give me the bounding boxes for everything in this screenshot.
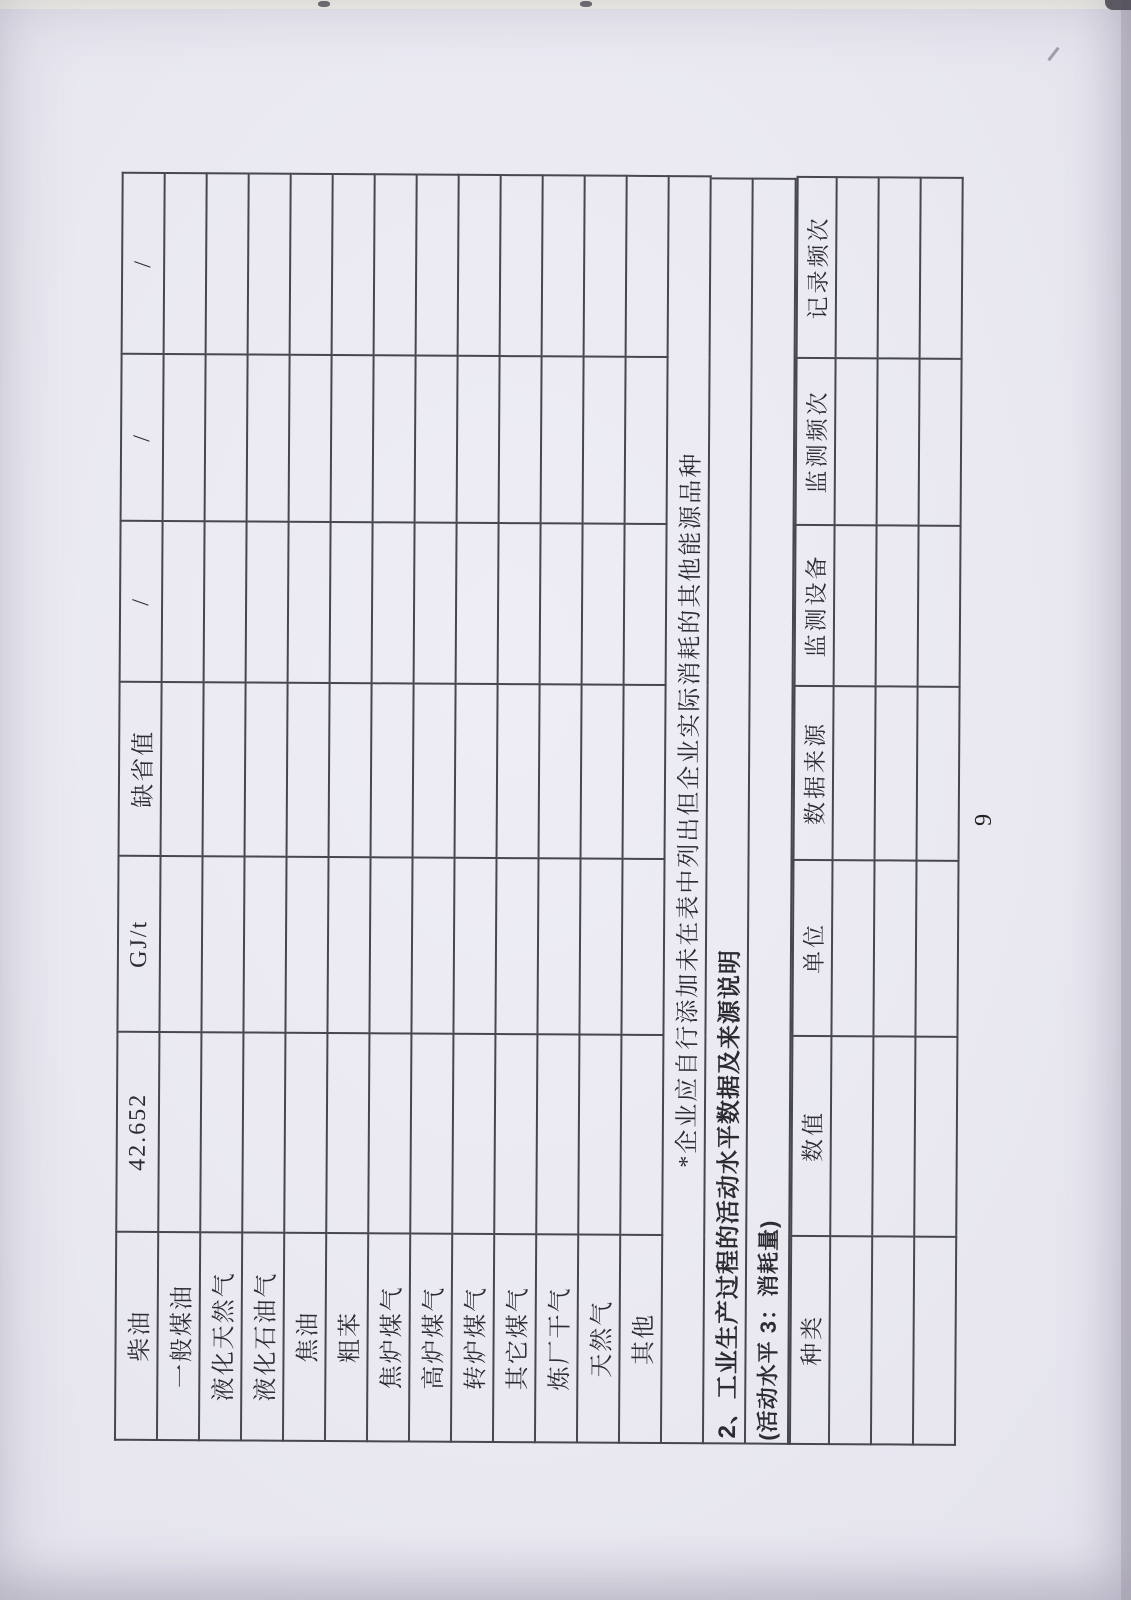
fuel-monitor-freq-cell: / [121, 354, 164, 521]
fuel-parameters-table [114, 172, 712, 1445]
fuel-unit-cell: GJ/t [117, 856, 160, 1032]
page-number: 9 [970, 813, 997, 827]
header-data-source: 数据来源 [794, 686, 834, 860]
section-heading: 2、工业生产过程的活动水平数据及来源说明 [713, 949, 744, 1439]
header-value: 数值 [791, 1036, 831, 1236]
fuel-record-freq-cell: / [122, 173, 165, 354]
fuel-monitor-device-cell: / [120, 521, 163, 682]
header-unit: 单位 [792, 860, 832, 1036]
fuel-name-cell: 柴油 [115, 1232, 158, 1440]
fuel-value-cell: 42.652 [116, 1032, 159, 1232]
fuel-name-cell: 液化石油气 [241, 1232, 284, 1440]
empty-data-row [913, 178, 963, 1445]
fuel-name-cell: 粗苯 [325, 1233, 368, 1441]
table-footnote: *企业应自行添加未在表中列出但企业实际消耗的其他能源品种 [661, 176, 711, 1443]
fuel-source-cell: 缺省值 [119, 682, 162, 856]
section-subheading: (活动水平 3：消耗量) [754, 1219, 782, 1441]
activity-level-table [789, 176, 964, 1446]
fuel-name-cell: 焦油 [283, 1233, 326, 1441]
fuel-name-cell: 其它煤气 [493, 1234, 536, 1442]
fuel-name-cell: 天然气 [577, 1235, 620, 1443]
fuel-name-cell: 炼厂干气 [535, 1234, 578, 1442]
fuel-name-cell: 液化天然气 [199, 1232, 242, 1440]
header-record-freq: 记录频次 [797, 177, 837, 358]
fuel-name-cell: 焦炉煤气 [367, 1233, 410, 1441]
section-subheading-row [746, 178, 797, 1445]
header-type: 种类 [790, 1236, 830, 1444]
fuel-name-cell: 高炉煤气 [409, 1233, 452, 1441]
fuel-name-cell: 一般煤油 [157, 1232, 200, 1440]
report-form [114, 174, 964, 1446]
fuel-name-cell: 其他 [619, 1235, 662, 1443]
header-monitor-device: 监测设备 [795, 525, 835, 686]
fuel-name-cell: 转炉煤气 [451, 1234, 494, 1442]
header-monitor-freq: 监测频次 [796, 358, 836, 525]
table-footnote-row [661, 176, 711, 1443]
